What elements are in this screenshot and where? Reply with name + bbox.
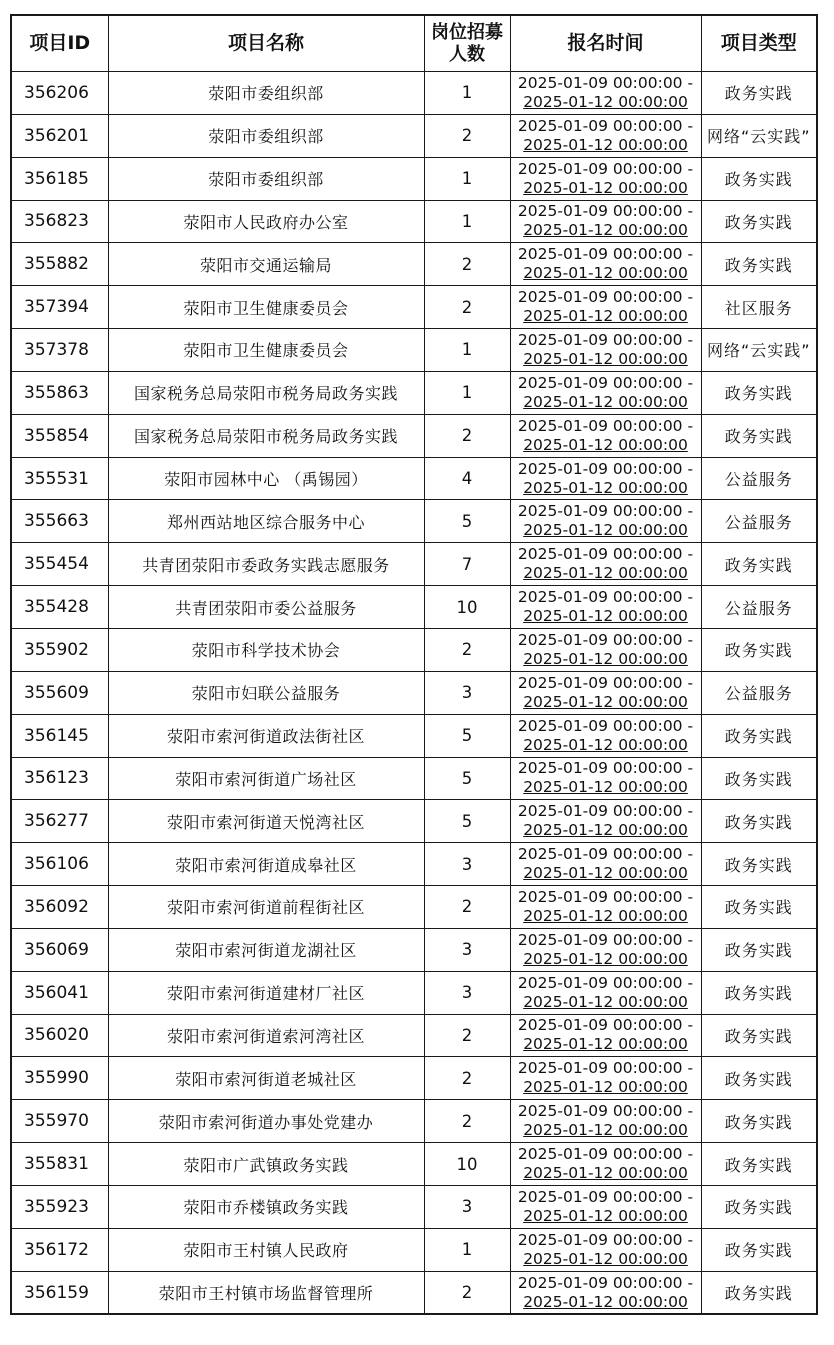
- recruit-count-cell: 2: [424, 286, 510, 329]
- signup-start-time: 2025-01-09 00:00:00 -: [517, 288, 694, 307]
- table-row: [11, 157, 817, 200]
- project-type-cell: 公益服务: [701, 500, 817, 543]
- project-id-cell: 356106: [11, 843, 108, 886]
- recruit-count-cell: 2: [424, 1100, 510, 1143]
- signup-start-time: 2025-01-09 00:00:00 -: [517, 887, 694, 906]
- recruit-count-cell: 3: [424, 928, 510, 971]
- project-type-cell: 政务实践: [701, 714, 817, 757]
- signup-start-time: 2025-01-09 00:00:00 -: [517, 1102, 694, 1121]
- project-name-cell: 荥阳市索河街道办事处党建办: [108, 1100, 424, 1143]
- project-name-cell: 荥阳市乔楼镇政务实践: [108, 1185, 424, 1228]
- signup-end-time: 2025-01-12 00:00:00: [523, 92, 688, 111]
- signup-start-time: 2025-01-09 00:00:00 -: [517, 1230, 694, 1249]
- project-name-cell: 郑州西站地区综合服务中心: [108, 500, 424, 543]
- signup-time-cell: [510, 886, 701, 929]
- signup-start-time: 2025-01-09 00:00:00 -: [517, 202, 694, 221]
- recruit-count-cell: 2: [424, 628, 510, 671]
- recruit-count-cell: 1: [424, 200, 510, 243]
- project-type-cell: 政务实践: [701, 414, 817, 457]
- project-id-cell: 355531: [11, 457, 108, 500]
- project-type-cell: 公益服务: [701, 586, 817, 629]
- signup-end-time: 2025-01-12 00:00:00: [523, 307, 688, 326]
- project-name-cell: 荥阳市交通运输局: [108, 243, 424, 286]
- table-row: [11, 1014, 817, 1057]
- recruit-count-cell: 1: [424, 157, 510, 200]
- signup-time-cell: [510, 800, 701, 843]
- signup-end-time: 2025-01-12 00:00:00: [523, 821, 688, 840]
- header-row: [11, 15, 817, 72]
- signup-time-cell: [510, 500, 701, 543]
- project-id-cell: 356823: [11, 200, 108, 243]
- project-name-cell: 荥阳市王村镇人民政府: [108, 1228, 424, 1271]
- project-type-cell: 政务实践: [701, 243, 817, 286]
- project-name-cell: 荥阳市索河街道天悦湾社区: [108, 800, 424, 843]
- signup-end-time: 2025-01-12 00:00:00: [523, 349, 688, 368]
- project-id-cell: 357378: [11, 329, 108, 372]
- signup-time-cell: [510, 1014, 701, 1057]
- recruit-count-cell: 3: [424, 843, 510, 886]
- table-row: [11, 928, 817, 971]
- project-name-cell: 荥阳市委组织部: [108, 72, 424, 115]
- table-row: [11, 1057, 817, 1100]
- project-table-sheet: [10, 14, 816, 1328]
- signup-time-cell: [510, 1185, 701, 1228]
- signup-end-time: 2025-01-12 00:00:00: [523, 264, 688, 283]
- signup-end-time: 2025-01-12 00:00:00: [523, 649, 688, 668]
- signup-time-cell: [510, 928, 701, 971]
- project-name-cell: 荥阳市园林中心 （禹锡园）: [108, 457, 424, 500]
- recruit-count-cell: 1: [424, 72, 510, 115]
- project-type-cell: 政务实践: [701, 543, 817, 586]
- project-name-cell: 荥阳市索河街道老城社区: [108, 1057, 424, 1100]
- project-id-cell: 356041: [11, 971, 108, 1014]
- recruit-count-cell: 10: [424, 586, 510, 629]
- project-type-cell: 政务实践: [701, 757, 817, 800]
- table-row: [11, 114, 817, 157]
- signup-start-time: 2025-01-09 00:00:00 -: [517, 416, 694, 435]
- header-signup-time: 报名时间: [510, 15, 701, 72]
- signup-start-time: 2025-01-09 00:00:00 -: [517, 245, 694, 264]
- signup-time-cell: [510, 628, 701, 671]
- project-name-cell: 共青团荥阳市委政务实践志愿服务: [108, 543, 424, 586]
- recruit-count-cell: 2: [424, 114, 510, 157]
- table-row: [11, 714, 817, 757]
- project-name-cell: 荥阳市索河街道广场社区: [108, 757, 424, 800]
- recruit-count-cell: 1: [424, 1228, 510, 1271]
- signup-start-time: 2025-01-09 00:00:00 -: [517, 1016, 694, 1035]
- project-id-cell: 355902: [11, 628, 108, 671]
- signup-end-time: 2025-01-12 00:00:00: [523, 607, 688, 626]
- project-id-cell: 356069: [11, 928, 108, 971]
- project-name-cell: 荥阳市索河街道政法街社区: [108, 714, 424, 757]
- table-row: [11, 500, 817, 543]
- signup-time-cell: [510, 843, 701, 886]
- project-type-cell: 政务实践: [701, 1185, 817, 1228]
- project-name-cell: 荥阳市委组织部: [108, 114, 424, 157]
- signup-start-time: 2025-01-09 00:00:00 -: [517, 673, 694, 692]
- signup-time-cell: [510, 1228, 701, 1271]
- signup-end-time: 2025-01-12 00:00:00: [523, 1249, 688, 1268]
- project-type-cell: 政务实践: [701, 928, 817, 971]
- recruit-count-cell: 5: [424, 500, 510, 543]
- table-row: [11, 200, 817, 243]
- project-type-cell: 政务实践: [701, 1228, 817, 1271]
- project-type-cell: 政务实践: [701, 1100, 817, 1143]
- table-body: [11, 72, 817, 1315]
- signup-time-cell: [510, 157, 701, 200]
- table-row: [11, 543, 817, 586]
- project-name-cell: 共青团荥阳市委公益服务: [108, 586, 424, 629]
- table-row: [11, 671, 817, 714]
- project-name-cell: 荥阳市科学技术协会: [108, 628, 424, 671]
- signup-end-time: 2025-01-12 00:00:00: [523, 135, 688, 154]
- signup-start-time: 2025-01-09 00:00:00 -: [517, 630, 694, 649]
- project-id-cell: 356277: [11, 800, 108, 843]
- table-row: [11, 971, 817, 1014]
- project-type-cell: 网络“云实践”: [701, 114, 817, 157]
- recruit-count-cell: 3: [424, 971, 510, 1014]
- project-id-cell: 356201: [11, 114, 108, 157]
- table-row: [11, 329, 817, 372]
- recruit-count-cell: 1: [424, 371, 510, 414]
- project-type-cell: 政务实践: [701, 371, 817, 414]
- signup-start-time: 2025-01-09 00:00:00 -: [517, 588, 694, 607]
- project-type-cell: 政务实践: [701, 157, 817, 200]
- signup-time-cell: [510, 72, 701, 115]
- signup-time-cell: [510, 757, 701, 800]
- project-name-cell: 国家税务总局荥阳市税务局政务实践: [108, 371, 424, 414]
- signup-start-time: 2025-01-09 00:00:00 -: [517, 459, 694, 478]
- project-id-cell: 355454: [11, 543, 108, 586]
- project-id-cell: 356172: [11, 1228, 108, 1271]
- signup-end-time: 2025-01-12 00:00:00: [523, 735, 688, 754]
- project-name-cell: 荥阳市王村镇市场监督管理所: [108, 1271, 424, 1314]
- signup-end-time: 2025-01-12 00:00:00: [523, 178, 688, 197]
- project-id-cell: 355609: [11, 671, 108, 714]
- signup-end-time: 2025-01-12 00:00:00: [523, 392, 688, 411]
- signup-start-time: 2025-01-09 00:00:00 -: [517, 1145, 694, 1164]
- project-table: [10, 14, 818, 1315]
- project-id-cell: 355923: [11, 1185, 108, 1228]
- project-type-cell: 社区服务: [701, 286, 817, 329]
- table-header: [11, 15, 817, 72]
- signup-end-time: 2025-01-12 00:00:00: [523, 1121, 688, 1140]
- table-row: [11, 1271, 817, 1314]
- table-row: [11, 371, 817, 414]
- project-id-cell: 355831: [11, 1143, 108, 1186]
- recruit-count-cell: 3: [424, 671, 510, 714]
- project-type-cell: 政务实践: [701, 628, 817, 671]
- project-type-cell: 政务实践: [701, 886, 817, 929]
- signup-time-cell: [510, 329, 701, 372]
- signup-time-cell: [510, 714, 701, 757]
- signup-time-cell: [510, 243, 701, 286]
- signup-end-time: 2025-01-12 00:00:00: [523, 1078, 688, 1097]
- project-type-cell: 政务实践: [701, 1057, 817, 1100]
- signup-end-time: 2025-01-12 00:00:00: [523, 1206, 688, 1225]
- signup-start-time: 2025-01-09 00:00:00 -: [517, 1273, 694, 1292]
- project-type-cell: 政务实践: [701, 1014, 817, 1057]
- signup-time-cell: [510, 371, 701, 414]
- signup-start-time: 2025-01-09 00:00:00 -: [517, 716, 694, 735]
- signup-time-cell: [510, 1100, 701, 1143]
- signup-start-time: 2025-01-09 00:00:00 -: [517, 930, 694, 949]
- signup-start-time: 2025-01-09 00:00:00 -: [517, 759, 694, 778]
- signup-start-time: 2025-01-09 00:00:00 -: [517, 545, 694, 564]
- recruit-count-cell: 2: [424, 1057, 510, 1100]
- table-row: [11, 414, 817, 457]
- project-name-cell: 荥阳市广武镇政务实践: [108, 1143, 424, 1186]
- recruit-count-cell: 5: [424, 714, 510, 757]
- signup-start-time: 2025-01-09 00:00:00 -: [517, 1059, 694, 1078]
- project-name-cell: 荥阳市委组织部: [108, 157, 424, 200]
- project-id-cell: 356159: [11, 1271, 108, 1314]
- project-type-cell: 公益服务: [701, 671, 817, 714]
- project-id-cell: 356020: [11, 1014, 108, 1057]
- project-id-cell: 355863: [11, 371, 108, 414]
- signup-time-cell: [510, 286, 701, 329]
- project-id-cell: 355882: [11, 243, 108, 286]
- table-row: [11, 757, 817, 800]
- signup-start-time: 2025-01-09 00:00:00 -: [517, 973, 694, 992]
- signup-end-time: 2025-01-12 00:00:00: [523, 864, 688, 883]
- table-row: [11, 886, 817, 929]
- project-name-cell: 荥阳市妇联公益服务: [108, 671, 424, 714]
- recruit-count-cell: 2: [424, 886, 510, 929]
- signup-end-time: 2025-01-12 00:00:00: [523, 692, 688, 711]
- signup-end-time: 2025-01-12 00:00:00: [523, 221, 688, 240]
- recruit-count-cell: 4: [424, 457, 510, 500]
- signup-time-cell: [510, 671, 701, 714]
- table-row: [11, 1228, 817, 1271]
- project-id-cell: 357394: [11, 286, 108, 329]
- table-row: [11, 1100, 817, 1143]
- recruit-count-cell: 2: [424, 243, 510, 286]
- project-id-cell: 356145: [11, 714, 108, 757]
- project-name-cell: 荥阳市索河街道建材厂社区: [108, 971, 424, 1014]
- signup-time-cell: [510, 1143, 701, 1186]
- signup-start-time: 2025-01-09 00:00:00 -: [517, 159, 694, 178]
- signup-end-time: 2025-01-12 00:00:00: [523, 478, 688, 497]
- recruit-count-cell: 5: [424, 757, 510, 800]
- project-id-cell: 355428: [11, 586, 108, 629]
- project-name-cell: 荥阳市索河街道成皋社区: [108, 843, 424, 886]
- table-row: [11, 243, 817, 286]
- project-id-cell: 355854: [11, 414, 108, 457]
- signup-start-time: 2025-01-09 00:00:00 -: [517, 802, 694, 821]
- project-type-cell: 公益服务: [701, 457, 817, 500]
- project-type-cell: 政务实践: [701, 200, 817, 243]
- table-row: [11, 72, 817, 115]
- project-name-cell: 荥阳市索河街道前程街社区: [108, 886, 424, 929]
- signup-time-cell: [510, 114, 701, 157]
- recruit-count-cell: 7: [424, 543, 510, 586]
- recruit-count-cell: 10: [424, 1143, 510, 1186]
- signup-end-time: 2025-01-12 00:00:00: [523, 949, 688, 968]
- signup-time-cell: [510, 1271, 701, 1314]
- project-name-cell: 国家税务总局荥阳市税务局政务实践: [108, 414, 424, 457]
- table-row: [11, 586, 817, 629]
- recruit-count-cell: 3: [424, 1185, 510, 1228]
- table-row: [11, 843, 817, 886]
- signup-start-time: 2025-01-09 00:00:00 -: [517, 845, 694, 864]
- project-type-cell: 政务实践: [701, 800, 817, 843]
- signup-start-time: 2025-01-09 00:00:00 -: [517, 116, 694, 135]
- signup-end-time: 2025-01-12 00:00:00: [523, 521, 688, 540]
- signup-end-time: 2025-01-12 00:00:00: [523, 435, 688, 454]
- table-row: [11, 1143, 817, 1186]
- project-type-cell: 政务实践: [701, 843, 817, 886]
- project-type-cell: 网络“云实践”: [701, 329, 817, 372]
- table-row: [11, 286, 817, 329]
- table-row: [11, 800, 817, 843]
- project-id-cell: 356206: [11, 72, 108, 115]
- signup-time-cell: [510, 971, 701, 1014]
- project-name-cell: 荥阳市人民政府办公室: [108, 200, 424, 243]
- signup-time-cell: [510, 543, 701, 586]
- project-name-cell: 荥阳市卫生健康委员会: [108, 286, 424, 329]
- signup-end-time: 2025-01-12 00:00:00: [523, 1164, 688, 1183]
- signup-end-time: 2025-01-12 00:00:00: [523, 1035, 688, 1054]
- signup-end-time: 2025-01-12 00:00:00: [523, 906, 688, 925]
- signup-start-time: 2025-01-09 00:00:00 -: [517, 373, 694, 392]
- signup-time-cell: [510, 414, 701, 457]
- signup-end-time: 2025-01-12 00:00:00: [523, 1292, 688, 1311]
- header-project-id: 项目ID: [11, 15, 108, 72]
- signup-time-cell: [510, 457, 701, 500]
- signup-start-time: 2025-01-09 00:00:00 -: [517, 1187, 694, 1206]
- signup-time-cell: [510, 586, 701, 629]
- signup-start-time: 2025-01-09 00:00:00 -: [517, 502, 694, 521]
- header-project-name: 项目名称: [108, 15, 424, 72]
- project-id-cell: 356123: [11, 757, 108, 800]
- header-project-type: 项目类型: [701, 15, 817, 72]
- project-name-cell: 荥阳市索河街道龙湖社区: [108, 928, 424, 971]
- recruit-count-cell: 1: [424, 329, 510, 372]
- signup-start-time: 2025-01-09 00:00:00 -: [517, 330, 694, 349]
- project-id-cell: 356185: [11, 157, 108, 200]
- project-name-cell: 荥阳市索河街道索河湾社区: [108, 1014, 424, 1057]
- header-recruit-count: 岗位招募人数: [424, 15, 510, 72]
- project-type-cell: 政务实践: [701, 72, 817, 115]
- recruit-count-cell: 2: [424, 1014, 510, 1057]
- project-type-cell: 政务实践: [701, 1143, 817, 1186]
- project-id-cell: 355663: [11, 500, 108, 543]
- signup-time-cell: [510, 1057, 701, 1100]
- signup-end-time: 2025-01-12 00:00:00: [523, 992, 688, 1011]
- project-type-cell: 政务实践: [701, 1271, 817, 1314]
- project-id-cell: 355990: [11, 1057, 108, 1100]
- signup-end-time: 2025-01-12 00:00:00: [523, 564, 688, 583]
- table-row: [11, 457, 817, 500]
- project-name-cell: 荥阳市卫生健康委员会: [108, 329, 424, 372]
- project-id-cell: 356092: [11, 886, 108, 929]
- signup-end-time: 2025-01-12 00:00:00: [523, 778, 688, 797]
- recruit-count-cell: 2: [424, 414, 510, 457]
- table-row: [11, 1185, 817, 1228]
- signup-start-time: 2025-01-09 00:00:00 -: [517, 73, 694, 92]
- table-row: [11, 628, 817, 671]
- project-id-cell: 355970: [11, 1100, 108, 1143]
- recruit-count-cell: 2: [424, 1271, 510, 1314]
- signup-time-cell: [510, 200, 701, 243]
- recruit-count-cell: 5: [424, 800, 510, 843]
- project-type-cell: 政务实践: [701, 971, 817, 1014]
